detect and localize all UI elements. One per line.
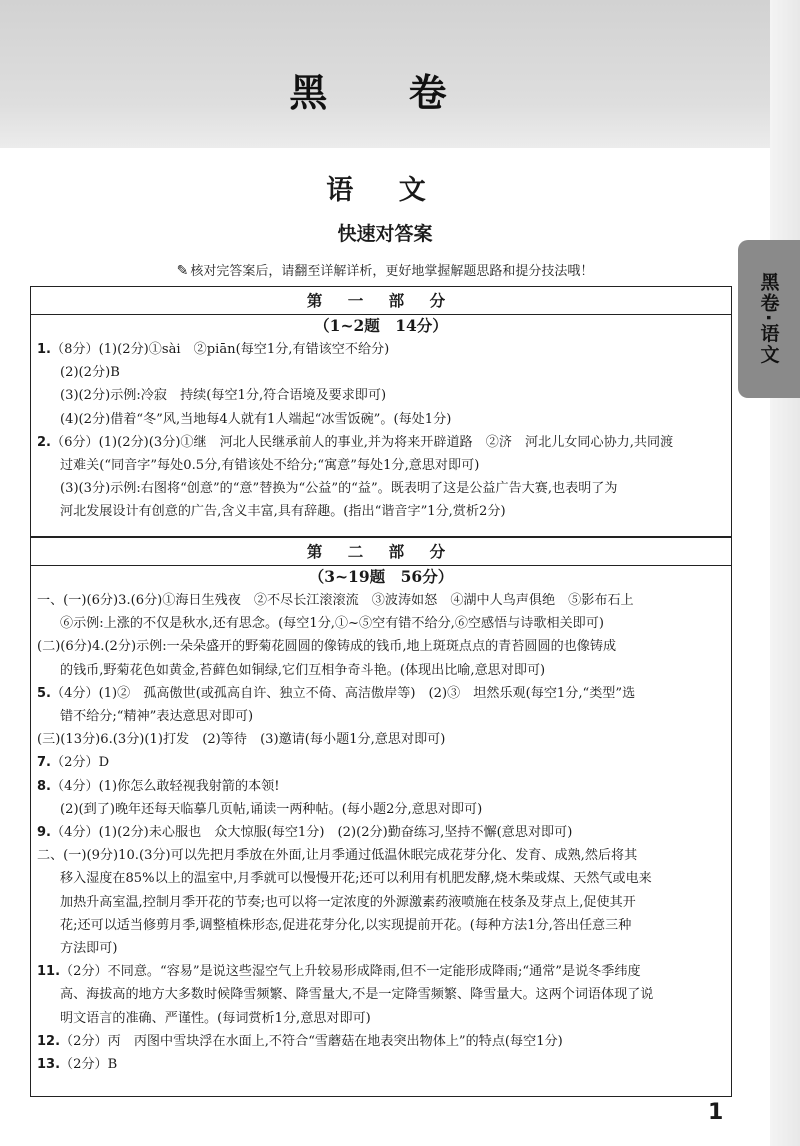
answer-text: （2分）不同意。“容易”是说这些湿空气上升较易形成降雨,但不一定能形成降雨;“通常”是说冬季纬度: [60, 964, 641, 980]
answer-text: (二)(6分)4.(2分)示例:一朵朵盛开的野菊花圆圆的像铸成的钱币,地上斑斑点点的青苔圆圆的也像铸成: [37, 639, 617, 655]
question-number: 1.: [37, 342, 51, 357]
question-number: 8.: [37, 778, 51, 794]
answer-line: [37, 635, 727, 658]
part1-answers: [31, 337, 731, 524]
answer-line: [37, 914, 727, 937]
answer-text: (2)(到了)晚年还每天临摹几页帖,诵读一两种帖。(每小题2分,意思对即可): [60, 801, 483, 817]
answer-line: [37, 477, 727, 500]
answer-text: ⑥示例:上涨的不仅是秋水,还有思念。(每空1分,①~⑤空有错不给分,⑥空感悟与诗歌相关即可): [60, 616, 604, 632]
answer-text: （4分）(1)(2分)未心服也 众大惊服(每空1分) (2)(2分)勤奋练习,坚持不懈(意思对即可): [50, 825, 573, 841]
answer-line: [37, 775, 727, 798]
answer-line: [37, 960, 727, 983]
answer-text: （2分）D: [50, 755, 110, 771]
part2-answers: [31, 588, 731, 1076]
part1-box: [30, 286, 732, 537]
answer-text: 加热升高室温,控制月季开花的节奏;也可以将一定浓度的外源激素药液喷施在枝条及芽点上,促使其开: [60, 894, 636, 910]
answer-line: [37, 589, 727, 612]
answer-line: [37, 1030, 727, 1053]
answer-line: [37, 454, 727, 477]
band-title: 黑 卷: [289, 71, 481, 115]
answer-line: [37, 705, 727, 728]
answer-line: [37, 384, 727, 407]
answer-text: (三)(13分)6.(3分)(1)打发 (2)等待 (3)邀请(每小题1分,意思对即可): [37, 732, 446, 748]
answer-line: [37, 682, 727, 705]
question-number: 2.: [37, 434, 51, 450]
answer-line: [37, 728, 727, 751]
question-number: 7.: [37, 755, 51, 771]
subject-title: 语 文: [326, 175, 444, 206]
answer-line: [37, 1007, 727, 1030]
answer-text: 河北发展设计有创意的广告,含义丰富,具有辞趣。(指出“谐音字”1分,赏析2分): [60, 504, 506, 520]
question-number: 9.: [37, 825, 51, 841]
answer-text: 移入湿度在85%以上的温室中,月季就可以慢慢开花;还可以利用有机肥发酵,烧木柴或煤、天然气或电来: [60, 871, 652, 887]
answer-text: （4分）(1)你怎么敢轻视我射箭的本领!: [50, 778, 280, 794]
answer-line: [37, 844, 727, 867]
question-number: 5.: [37, 685, 51, 701]
answer-text: (2)(2分)B: [60, 365, 120, 381]
answer-line: [37, 1053, 727, 1076]
page-title: 快速对答案: [337, 223, 433, 245]
answer-line: [37, 361, 727, 384]
answer-text: 过难关(“同音字”每处0.5分,有错该处不给分;“寓意”每处1分,意思对即可): [60, 458, 480, 474]
answer-line: [37, 983, 727, 1006]
part1-range: （1~2题 14分）: [314, 316, 448, 335]
pen-icon: ✎: [176, 263, 189, 279]
answer-line: [37, 821, 727, 844]
answer-line: [37, 338, 727, 361]
answer-line: [37, 500, 727, 523]
part2-heading: 第 二 部 分: [306, 542, 456, 561]
answer-line: [37, 612, 727, 635]
tip-text: 核对完答案后，请翻至详解详析，更好地掌握解题思路和提分技法哦！: [190, 264, 594, 279]
answer-text: （4分）(1)② 孤高傲世(或孤高自许、独立不倚、高洁傲岸等) (2)③ 坦然乐观(每空1分,“类型”选: [50, 685, 636, 701]
answer-text: （2分）丙 丙图中雪块浮在水面上,不符合“雪蘑菇在地表突出物体上”的特点(每空1分): [60, 1033, 563, 1049]
answer-text: （8分）(1)(2分)①sài ②piān(每空1分,有错该空不给分): [50, 342, 390, 357]
answer-text: （2分）B: [60, 1057, 118, 1073]
question-number: 13.: [37, 1057, 61, 1073]
answer-text: 高、海拔高的地方大多数时候降雪频繁、降雪量大,不是一定降雪频繁、降雪量大。这两个词语体现了说: [60, 987, 654, 1003]
answer-line: [37, 891, 727, 914]
answer-line: [37, 431, 727, 454]
part2-range: （3~19题 56分）: [308, 567, 454, 586]
answer-text: (3)(2分)示例:冷寂 持续(每空1分,符合语境及要求即可): [60, 388, 387, 404]
page-number: 1: [708, 1100, 724, 1125]
page-edge: [770, 0, 800, 1146]
answer-text: 明文语言的准确、严谨性。(每词赏析1分,意思对即可): [60, 1010, 371, 1026]
answer-line: [37, 408, 727, 431]
answer-line: [37, 751, 727, 774]
answer-text: 一、(一)(6分)3.(6分)①海日生残夜 ②不尽长江滚滚流 ③波涛如怒 ④湖中人鸟声俱绝 ⑤影布石上: [37, 593, 634, 608]
answer-text: 花;还可以适当修剪月季,调整植株形态,促进花芽分化,以实现提前开花。(每种方法1分,答出任意三种: [60, 917, 632, 933]
answer-line: [37, 867, 727, 890]
answer-text: (4)(2分)借着“冬”风,当地每4人就有1人端起“冰雪饭碗”。(每处1分): [60, 411, 452, 427]
answer-text: 错不给分;“精神”表达意思对即可): [60, 709, 254, 725]
answer-text: 的钱币,野菊花色如黄金,苔藓色如铜绿,它们互相争奇斗艳。(体现出比喻,意思对即可): [60, 662, 546, 678]
answer-text: （6分）(1)(2分)(3分)①继 河北人民继承前人的事业,并为将来开辟道路 ②济 河北儿女同心协力,共同渡: [50, 434, 674, 450]
answer-line: [37, 937, 727, 960]
answer-line: [37, 659, 727, 682]
question-number: 11.: [37, 964, 61, 980]
part2-box: [30, 537, 732, 1097]
side-tab-label: 黑卷·语文: [757, 272, 780, 366]
answer-text: 二、(一)(9分)10.(3分)可以先把月季放在外面,让月季通过低温休眠完成花芽分化、发育、成熟,然后将其: [37, 848, 638, 864]
answer-text: 方法即可): [60, 941, 118, 957]
answer-text: (3)(3分)示例:右图将“创意”的“意”替换为“公益”的“益”。既表明了这是公益广告大赛,也表明了为: [60, 481, 618, 497]
answer-line: [37, 798, 727, 821]
tip-line: [0, 260, 770, 279]
question-number: 12.: [37, 1033, 61, 1049]
part1-heading: 第 一 部 分: [306, 291, 456, 310]
